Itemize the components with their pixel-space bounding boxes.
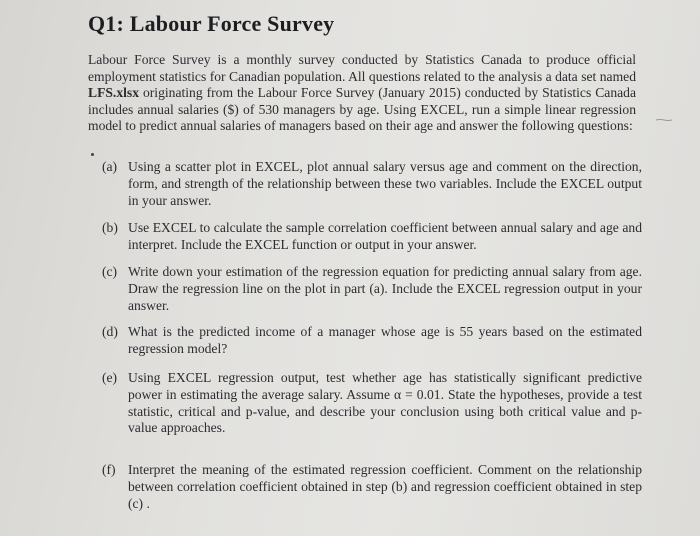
question-text: Use EXCEL to calculate the sample correlation coefficient between annual salary and age and interpret. Include the EXCEL function or output in your answer. — [128, 220, 642, 252]
question-text: What is the predicted income of a manager whose age is 55 years based on the estimated regression model? — [128, 324, 642, 356]
question-item-a — [102, 159, 642, 209]
question-label: (c) — [102, 264, 118, 279]
question-text: Interpret the meaning of the estimated regression coefficient. Comment on the relationship between correlation coefficient obtained in step (b) and regression coefficient obtained in step (c) . — [128, 462, 642, 511]
dataset-filename: LFS.xlsx — [88, 85, 139, 101]
question-label: (b) — [102, 220, 118, 235]
question-text: Write down your estimation of the regression equation for predicting annual salary from age. Draw the regression line on the plot in part (a). Include the EXCEL regression output in your answer. — [128, 264, 642, 313]
intro-text-start: Labour Force Survey is a monthly survey conducted by Statistics Canada to produce official employment statistics for Canadian population. All questions related to the analysis a data set named — [88, 52, 636, 84]
question-title: Q1: Labour Force Survey — [88, 11, 335, 36]
stray-dot-mark — [91, 153, 94, 156]
pencil-scribble-mark — [655, 118, 673, 122]
intro-text-end: originating from the Labour Force Survey (January 2015) conducted by Statistics Canada includes annual salaries ($) of 530 managers by age. Using EXCEL, run a simple linear regression model to predict annual salaries of managers based on their age and answer the following questions: — [88, 85, 636, 134]
question-label: (f) — [102, 462, 116, 477]
question-item-b — [102, 220, 642, 254]
question-label: (a) — [102, 159, 118, 174]
question-label: (d) — [102, 324, 118, 339]
question-item-c — [102, 264, 642, 314]
question-item-d — [102, 324, 642, 358]
question-text: Using a scatter plot in EXCEL, plot annual salary versus age and comment on the direction, form, and strength of the relationship between these two variables. Include the EXCEL output in your answer. — [128, 159, 642, 208]
intro-paragraph — [88, 52, 636, 135]
question-item-e — [102, 370, 642, 437]
question-text: Using EXCEL regression output, test whether age has statistically significant predictive power in estimating the average salary. Assume α = 0.01. State the hypotheses, provide a test statistic, critical and p-value, and describe your conclusion using both critical value and p-value approaches. — [128, 370, 642, 436]
question-item-f — [102, 462, 642, 512]
question-label: (e) — [102, 370, 118, 385]
